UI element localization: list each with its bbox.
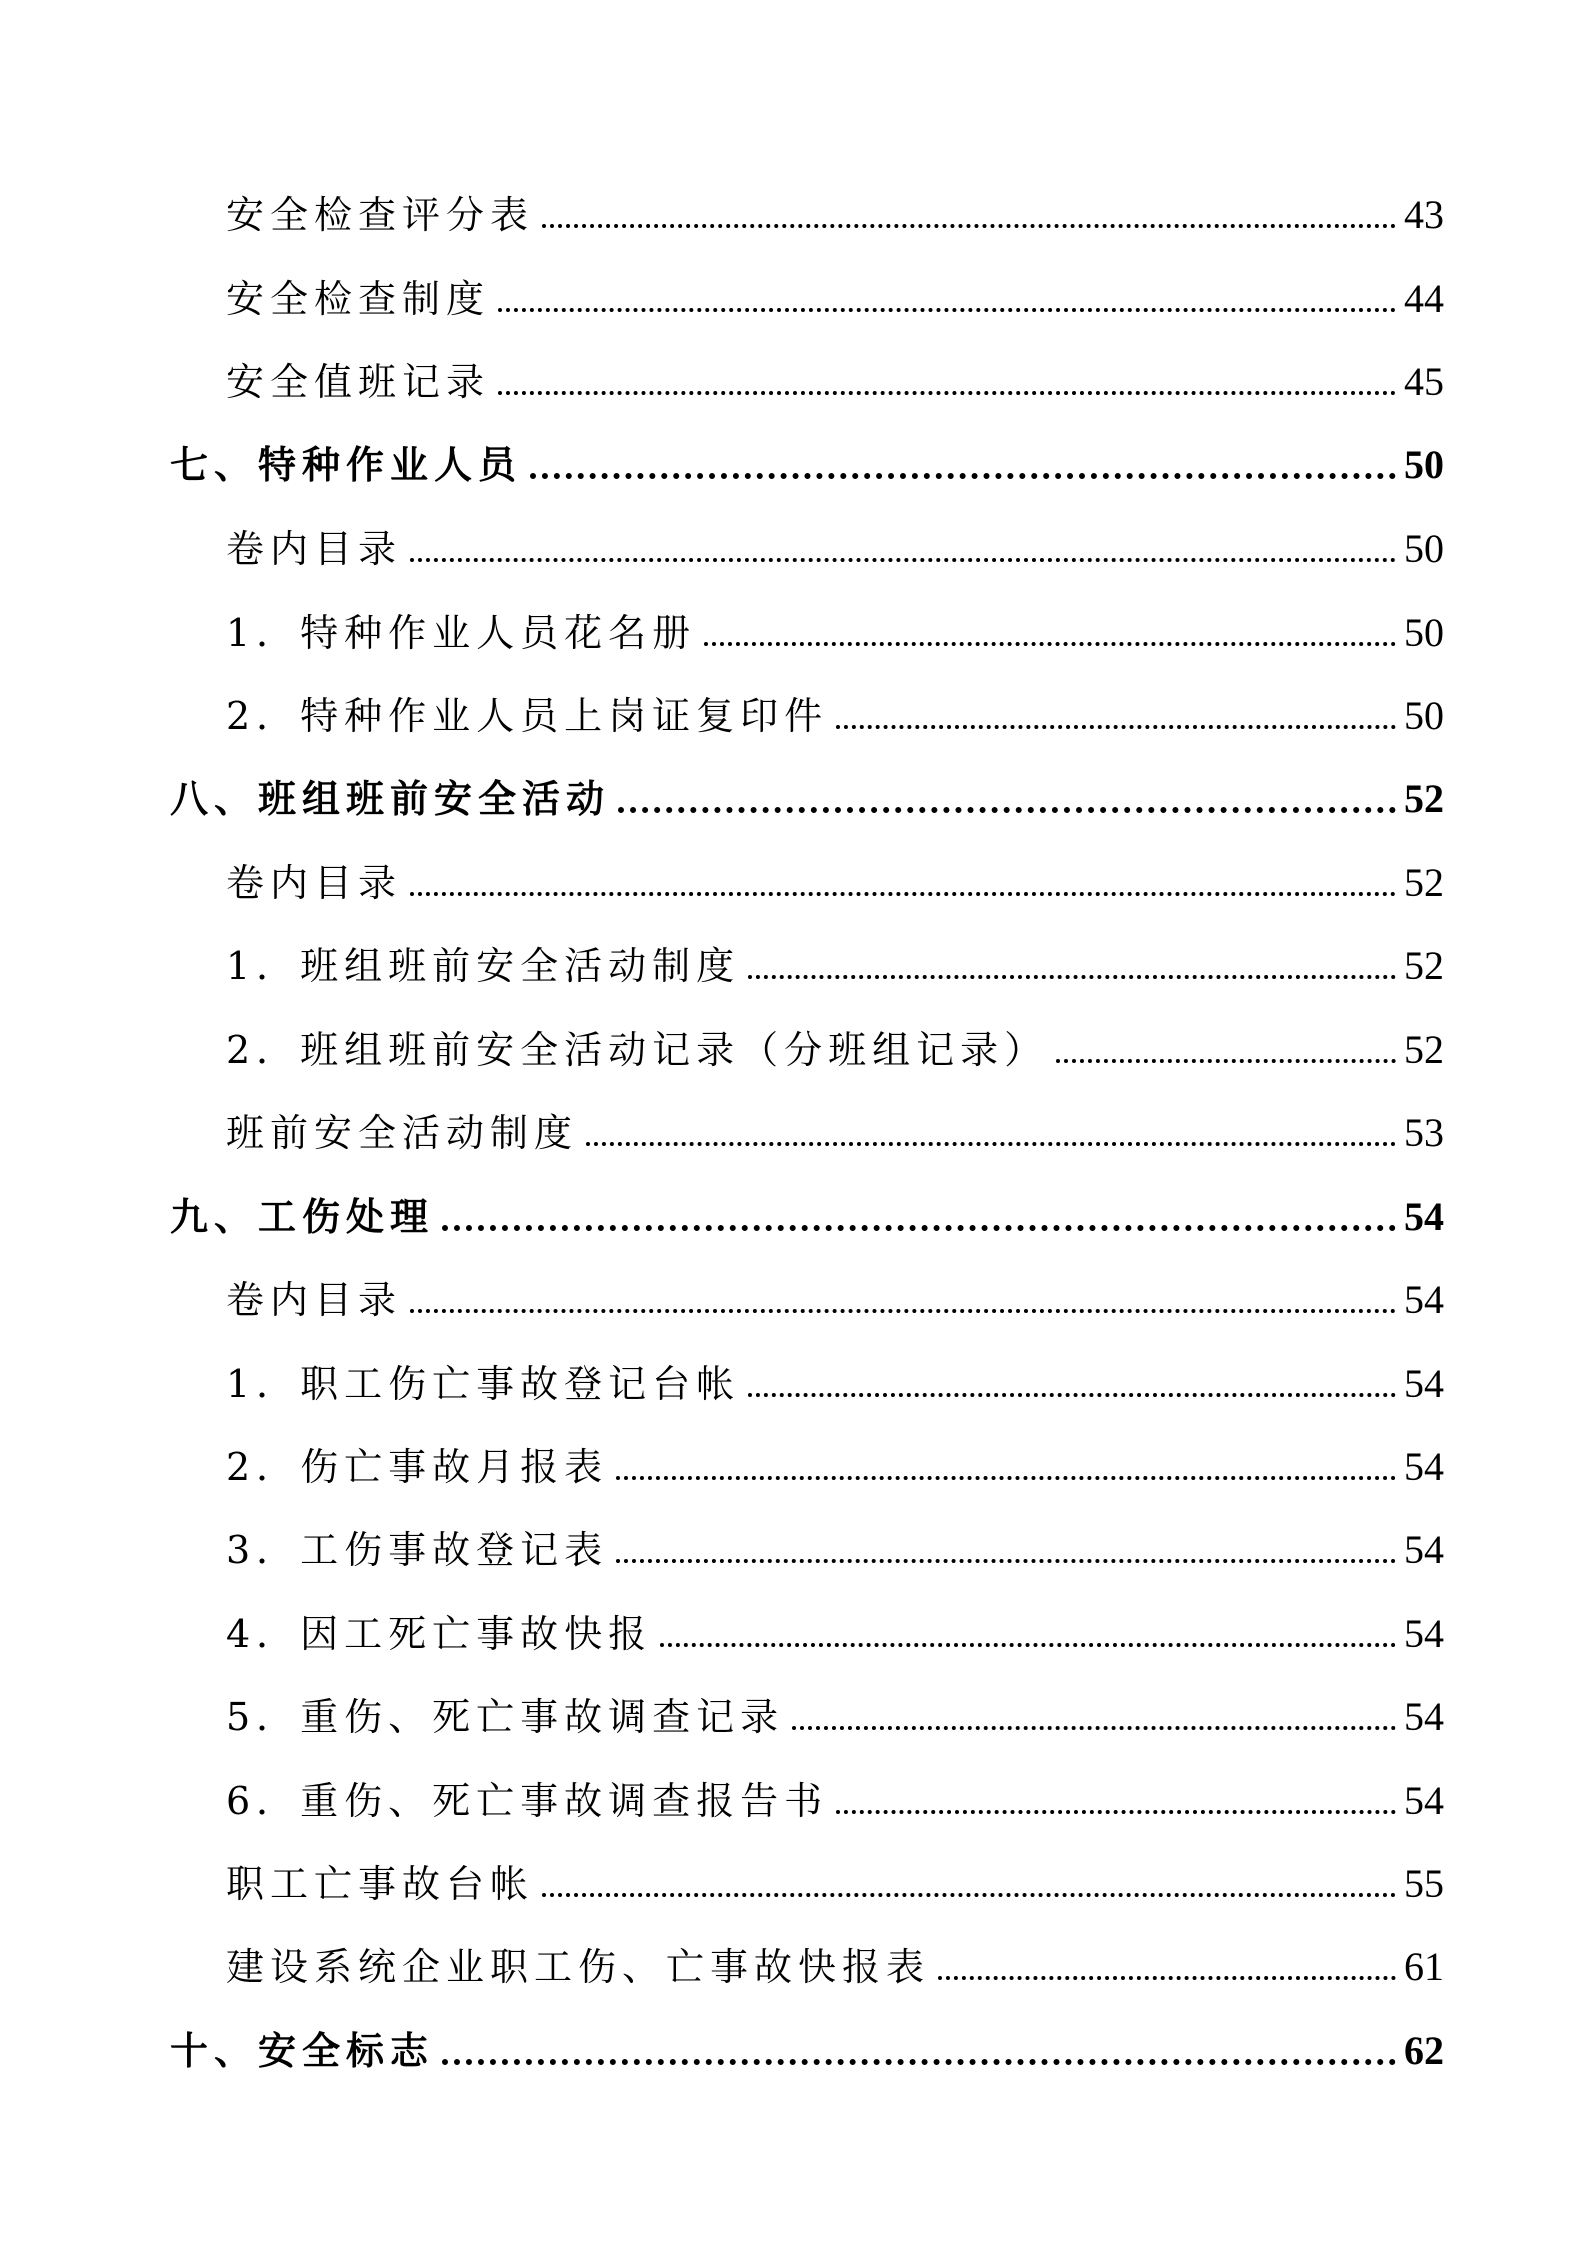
toc-entry-page: 54 xyxy=(1404,1194,1444,1239)
dot-leader xyxy=(836,1810,1396,1814)
toc-entry-page: 50 xyxy=(1404,526,1444,571)
toc-entry-page: 54 xyxy=(1404,1277,1444,1322)
toc-entry-title: 九、工伤处理 xyxy=(170,1194,435,1239)
dot-leader xyxy=(1056,1059,1396,1063)
toc-entry-title: 安全检查评分表 xyxy=(226,193,535,237)
toc-entry[interactable] xyxy=(0,1849,1586,1909)
toc-entry-title: 5．重伤、死亡事故调查记录 xyxy=(226,1695,785,1739)
toc-entry-title: 安全检查制度 xyxy=(226,277,491,321)
toc-entry-page: 54 xyxy=(1404,1694,1444,1739)
toc-entry-page: 50 xyxy=(1404,610,1444,655)
dot-leader xyxy=(836,725,1396,729)
dot-leader xyxy=(498,308,1396,312)
toc-entry-page: 62 xyxy=(1404,2028,1444,2073)
toc-section-heading[interactable] xyxy=(0,430,1586,490)
toc-entry-page: 54 xyxy=(1404,1527,1444,1572)
toc-section-heading[interactable] xyxy=(0,764,1586,824)
toc-entry[interactable] xyxy=(0,180,1586,240)
dot-leader xyxy=(410,1309,1396,1313)
toc-section-heading[interactable] xyxy=(0,2016,1586,2076)
toc-entry[interactable] xyxy=(0,1599,1586,1659)
dot-leader xyxy=(410,892,1396,896)
toc-entry-title: 1．职工伤亡事故登记台帐 xyxy=(226,1362,741,1406)
toc-entry-title: 1．特种作业人员花名册 xyxy=(226,611,697,655)
dot-leader xyxy=(530,473,1396,479)
toc-entry-page: 52 xyxy=(1404,776,1444,821)
toc-entry-page: 52 xyxy=(1404,943,1444,988)
toc-entry-title: 八、班组班前安全活动 xyxy=(170,776,611,821)
dot-leader xyxy=(616,1476,1396,1480)
toc-entry-title: 2．班组班前安全活动记录（分班组记录） xyxy=(226,1028,1049,1072)
dot-leader xyxy=(616,1559,1396,1563)
toc-entry-title: 十、安全标志 xyxy=(170,2028,435,2073)
toc-entry-title: 卷内目录 xyxy=(226,1278,403,1322)
dot-leader xyxy=(792,1726,1396,1730)
toc-entry-page: 55 xyxy=(1404,1861,1444,1906)
toc-entry-page: 43 xyxy=(1404,192,1444,237)
toc-entry-title: 4．因工死亡事故快报 xyxy=(226,1612,653,1656)
dot-leader xyxy=(442,1225,1396,1231)
dot-leader xyxy=(542,1893,1396,1897)
toc-entry[interactable] xyxy=(0,931,1586,991)
toc-section-heading[interactable] xyxy=(0,1182,1586,1242)
dot-leader xyxy=(704,642,1396,646)
toc-entry-title: 3．工伤事故登记表 xyxy=(226,1528,609,1572)
toc-entry[interactable] xyxy=(0,1682,1586,1742)
toc-entry-title: 卷内目录 xyxy=(226,861,403,905)
toc-entry-title: 卷内目录 xyxy=(226,527,403,571)
dot-leader xyxy=(748,1393,1396,1397)
toc-entry[interactable] xyxy=(0,681,1586,741)
toc-entry[interactable] xyxy=(0,1766,1586,1826)
toc-entry[interactable] xyxy=(0,347,1586,407)
toc-entry-title: 班前安全活动制度 xyxy=(226,1111,579,1155)
toc-entry-page: 50 xyxy=(1404,442,1444,487)
dot-leader xyxy=(660,1643,1396,1647)
dot-leader xyxy=(410,558,1396,562)
toc-entry[interactable] xyxy=(0,514,1586,574)
toc-entry[interactable] xyxy=(0,1349,1586,1409)
toc-entry[interactable] xyxy=(0,848,1586,908)
toc-entry-page: 61 xyxy=(1404,1944,1444,1989)
toc-entry[interactable] xyxy=(0,1015,1586,1075)
toc-entry-page: 50 xyxy=(1404,693,1444,738)
toc-entry[interactable] xyxy=(0,598,1586,658)
toc-entry-title: 七、特种作业人员 xyxy=(170,442,523,487)
dot-leader xyxy=(542,224,1396,228)
toc-entry-page: 54 xyxy=(1404,1444,1444,1489)
dot-leader xyxy=(938,1976,1396,1980)
toc-entry-title: 职工亡事故台帐 xyxy=(226,1862,535,1906)
dot-leader xyxy=(498,391,1396,395)
toc-entry[interactable] xyxy=(0,1932,1586,1992)
toc-entry-title: 1．班组班前安全活动制度 xyxy=(226,944,741,988)
dot-leader xyxy=(618,807,1396,813)
dot-leader xyxy=(586,1142,1396,1146)
toc-entry-title: 安全值班记录 xyxy=(226,360,491,404)
toc-entry-page: 52 xyxy=(1404,860,1444,905)
toc-entry-page: 52 xyxy=(1404,1027,1444,1072)
dot-leader xyxy=(442,2059,1396,2065)
toc-entry-page: 53 xyxy=(1404,1110,1444,1155)
toc-entry[interactable] xyxy=(0,1432,1586,1492)
toc-entry-page: 44 xyxy=(1404,276,1444,321)
toc-entry-page: 54 xyxy=(1404,1361,1444,1406)
toc-entry[interactable] xyxy=(0,264,1586,324)
toc-entry[interactable] xyxy=(0,1515,1586,1575)
toc-entry-title: 2．特种作业人员上岗证复印件 xyxy=(226,694,829,738)
toc-entry-title: 6．重伤、死亡事故调查报告书 xyxy=(226,1779,829,1823)
toc-entry[interactable] xyxy=(0,1098,1586,1158)
toc-entry-page: 45 xyxy=(1404,359,1444,404)
toc-entry-page: 54 xyxy=(1404,1778,1444,1823)
toc-entry-title: 2．伤亡事故月报表 xyxy=(226,1445,609,1489)
toc-entry-title: 建设系统企业职工伤、亡事故快报表 xyxy=(226,1945,931,1989)
toc-entry[interactable] xyxy=(0,1265,1586,1325)
toc-entry-page: 54 xyxy=(1404,1611,1444,1656)
dot-leader xyxy=(748,975,1396,979)
